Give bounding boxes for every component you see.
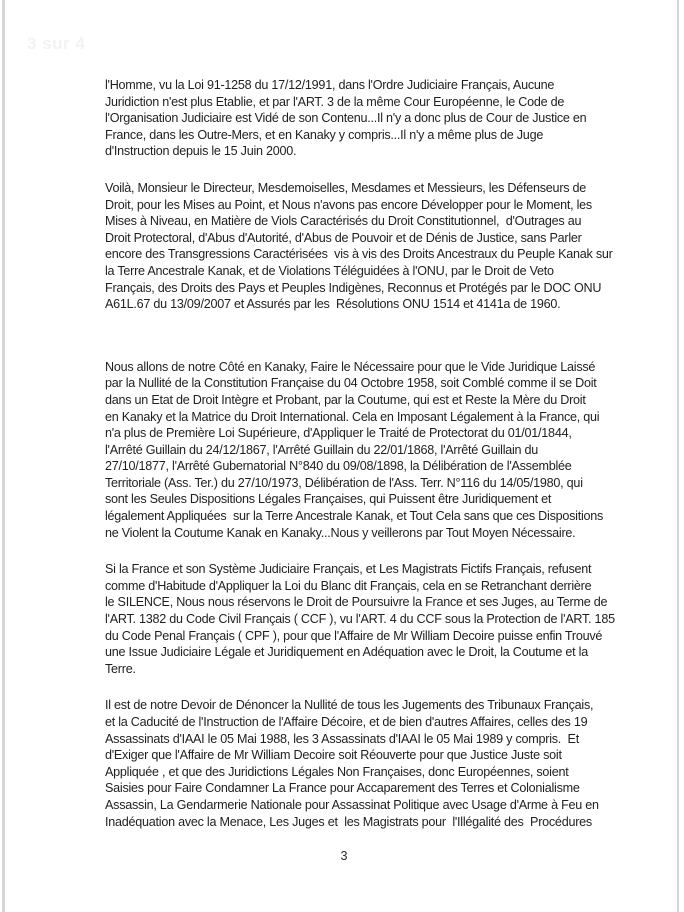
text-line: le SILENCE, Nous nous réservons le Droit de Poursuivre la France et ses Juges, au Terme de: [105, 595, 608, 610]
text-line: Saisies pour Faire Condamner La France pour Accaparement des Terres et Colonialisme: [105, 781, 580, 796]
text-line: sont les Seules Dispositions Légales Françaises, qui Puissent être Juridiquement et: [105, 492, 552, 507]
text-line: Il est de notre Devoir de Dénoncer la Nullité de tous les Jugements des Tribunaux Français,: [105, 698, 594, 713]
text-line: Mises à Niveau, en Matière de Viols Caractérisés du Droit Constitutionnel, d'Outrages au: [105, 214, 582, 229]
text-line: Voilà, Monsieur le Directeur, Mesdemoiselles, Mesdames et Messieurs, les Défenseurs de: [105, 180, 587, 195]
paragraph: [105, 697, 605, 830]
text-line: du Code Penal Français ( CPF ), pour que l'Affaire de Mr William Decoire puisse enfin Trouvé: [105, 628, 603, 643]
text-line: encore des Transgressions Caractérisées vis à vis des Droits Ancestraux du Peuple Kanak sur: [105, 247, 613, 262]
text-line: Appliquée , et que des Juridictions Légales Non Françaises, donc Européennes, soient: [105, 764, 569, 779]
text-line: Nous allons de notre Côté en Kanaky, Faire le Nécessaire pour que le Vide Juridique Laissé: [105, 359, 596, 374]
paragraph: [105, 77, 605, 160]
text-line: d'Instruction depuis le 15 Juin 2000.: [105, 144, 297, 159]
text-line: Assassinats d'IAAI le 05 Mai 1988, les 3 Assassinats d'IAAI le 05 Mai 1989 y compris. Et: [105, 731, 579, 746]
text-line: dans un Etat de Droit Intègre et Probant, par la Coutume, qui est et Reste la Mère du Droit: [105, 392, 586, 407]
text-line: Droit, pour les Mises au Point, et Nous n'avons pas encore Développer pour le Moment, les: [105, 197, 592, 212]
text-line: Juridiction n'est plus Etablie, et par l'ART. 3 de la même Cour Européenne, le Code de: [105, 94, 565, 109]
text-line: par la Nullité de la Constitution Française du 04 Octobre 1958, soit Comblé comme il se Doit: [105, 376, 597, 391]
paragraph: [105, 359, 605, 542]
text-line: l'Homme, vu la Loi 91-1258 du 17/12/1991, dans l'Ordre Judiciaire Français, Aucune: [105, 78, 555, 92]
document-body: [105, 77, 615, 850]
text-line: France, dans les Outre-Mers, et en Kanaky y compris...Il n'y a même plus de Juge: [105, 127, 544, 142]
text-line: l'Organisation Judiciaire est Vidé de son Contenu...Il n'y a donc plus de Cour de Justice en: [105, 111, 587, 126]
text-line: n'a plus de Première Loi Supérieure, d'Appliquer le Traité de Protectorat du 01/01/1844,: [105, 426, 572, 441]
text-line: ne Violent la Coutume Kanak en Kanaky...Nous y veillerons par Tout Moyen Nécessaire.: [105, 525, 576, 540]
text-line: Si la France et son Système Judiciaire Français, et Les Magistrats Fictifs Français, refusent: [105, 562, 592, 577]
page-right-edge: [677, 0, 679, 912]
text-line: 27/10/1877, l'Arrêté Gubernatorial N°840 du 09/08/1898, la Délibération de l'Assemblée: [105, 459, 572, 474]
text-line: Inadéquation avec la Menace, Les Juges et les Magistrats pour l'Illégalité des Procédures: [105, 814, 592, 829]
page-indicator: 3 sur 4: [27, 34, 86, 53]
text-line: légalement Appliquées sur la Terre Ancestrale Kanak, et Tout Cela sans que ces Dispositions: [105, 509, 604, 524]
text-line: A61L.67 du 13/09/2007 et Assurés par les Résolutions ONU 1514 et 4141a de 1960.: [105, 297, 561, 312]
text-line: Assassin, La Gendarmerie Nationale pour Assassinat Politique avec Usage d'Arme à Feu en: [105, 797, 599, 812]
text-line: la Terre Ancestrale Kanak, et de Violations Téléguidées à l'ONU, par le Droit de Veto: [105, 263, 554, 278]
text-line: une Issue Judiciaire Légale et Juridiquement en Adéquation avec le Droit, la Coutume et la: [105, 645, 588, 660]
text-line: en Kanaky et la Matrice du Droit International. Cela en Imposant Légalement à la France, qui: [105, 409, 600, 424]
text-line: Terre.: [105, 661, 136, 676]
text-line: Droit Protectoral, d'Abus d'Autorité, d'Abus de Pouvoir et de Dénis de Justice, sans Parler: [105, 230, 582, 245]
text-line: Français, des Droits des Pays et Peuples Indigènes, Reconnus et Protégés par le DOC ONU: [105, 280, 602, 295]
paragraph: [105, 561, 615, 677]
text-line: d'Exiger que l'Affaire de Mr William Decoire soit Réouverte pour que Justice Juste soit: [105, 748, 562, 763]
text-line: comme d'Habitude d'Appliquer la Loi du Blanc dit Français, cela en se Retranchant derrière: [105, 578, 592, 593]
text-line: et la Caducité de l'Instruction de l'Affaire Décoire, et de bien d'autres Affaires, celles des 19: [105, 715, 588, 729]
page-left-edge: [2, 0, 5, 912]
text-line: l'ART. 1382 du Code Civil Français ( CCF ), vu l'ART. 4 du CCF sous la Protection de l'ART. 185: [105, 612, 615, 627]
page-number: 3: [340, 849, 348, 863]
text-line: l'Arrêté Guillain du 24/12/1867, l'Arrêté Guillain du 22/01/1868, l'Arrêté Guillain du: [105, 442, 539, 457]
text-line: Territoriale (Ass. Ter.) du 27/10/1973, Délibération de l'Ass. Terr. N°116 du 14/05/1980, qui: [105, 475, 583, 490]
paragraph: [105, 180, 613, 313]
